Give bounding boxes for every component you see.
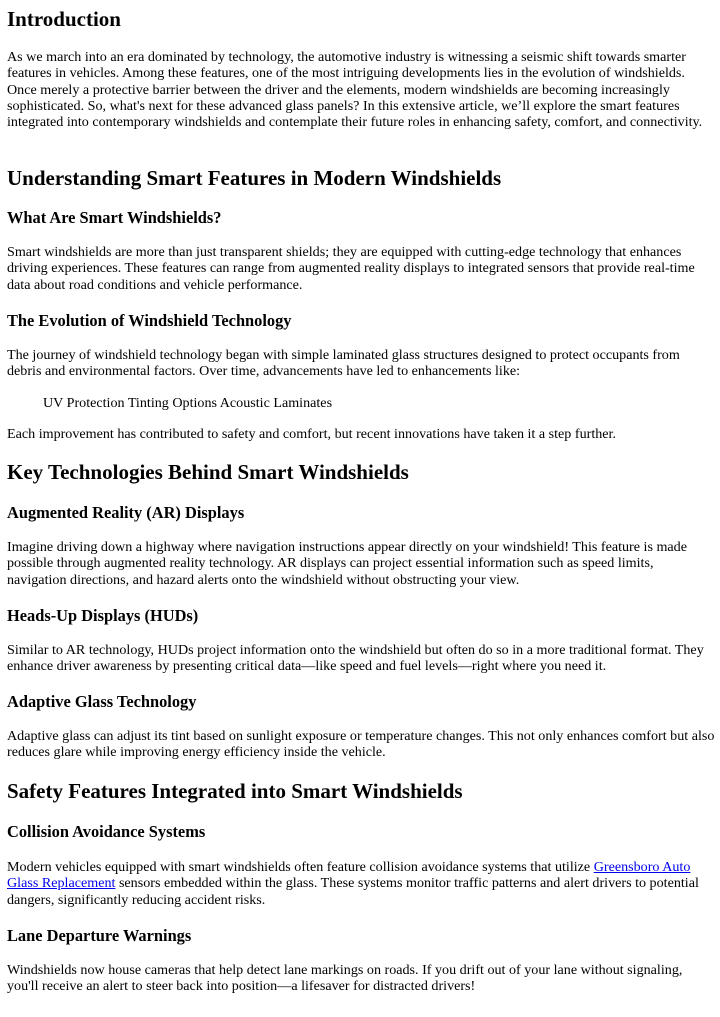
intro-paragraph: As we march into an era dominated by technology, the automotive industry is witnessing a seismic shift towards smarter features in vehicles. Among these features, one of the most intriguing developments lies in the evolution of windshields. Once merely a protective barrier between the driver and the elements, modern windshields are becoming increasingly sophisticated. So, what's next for these advanced glass panels? In this extensive article, we’ll explore the smart features integrated into contemporary windshields and contemplate their future roles in enhancing safety, comfort, and connectivity. — [7, 49, 703, 131]
ar-paragraph: Imagine driving down a highway where navigation instructions appear directly on your windshield! This feature is made possible through augmented reality technology. AR displays can project essential information such as speed limits, navigation directions, and hazard alerts onto the windshield without obstructing your view. — [7, 539, 687, 588]
enhancements-list: UV Protection Tinting Options Acoustic Laminates — [43, 395, 333, 411]
evolution-heading: The Evolution of Windshield Technology — [7, 311, 292, 330]
evolution-closing-paragraph: Each improvement has contributed to safety and comfort, but recent innovations have taken it a step further. — [7, 426, 616, 442]
greensboro-auto-glass-link[interactable]: Greensboro Auto Glass Replacement — [7, 859, 691, 892]
safety-heading: Safety Features Integrated into Smart Windshields — [7, 779, 463, 803]
hud-paragraph: Similar to AR technology, HUDs project information onto the windshield but often do so in a more traditional format. They enhance driver awareness by presenting critical data—like speed and fuel levels—right where you need it. — [7, 642, 704, 675]
what-are-paragraph: Smart windshields are more than just transparent shields; they are equipped with cutting-edge technology that enhances driving experiences. These features can range from augmented reality displays to integrated sensors that provide real-time data about road conditions and vehicle performance. — [7, 244, 695, 293]
adaptive-paragraph: Adaptive glass can adjust its tint based on sunlight exposure or temperature changes. This not only enhances comfort but also reduces glare while improving energy efficiency inside the vehicle. — [7, 728, 715, 761]
intro-heading: Introduction — [7, 7, 121, 31]
ar-heading: Augmented Reality (AR) Displays — [7, 503, 245, 522]
lane-heading: Lane Departure Warnings — [7, 926, 192, 945]
lane-paragraph: Windshields now house cameras that help detect lane markings on roads. If you drift out of your lane without signaling, you'll receive an alert to steer back into position—a lifesaver for distracted drivers! — [7, 962, 683, 995]
understanding-heading: Understanding Smart Features in Modern Windshields — [7, 166, 502, 190]
collision-text-before: Modern vehicles equipped with smart windshields often feature collision avoidance systems that utilize — [7, 859, 594, 875]
evolution-paragraph: The journey of windshield technology began with simple laminated glass structures designed to protect occupants from debris and environmental factors. Over time, advancements have led to enhancements like: — [7, 347, 680, 380]
collision-paragraph — [7, 859, 715, 908]
adaptive-heading: Adaptive Glass Technology — [7, 692, 197, 711]
hud-heading: Heads-Up Displays (HUDs) — [7, 606, 199, 625]
collision-text-after: sensors embedded within the glass. These systems monitor traffic patterns and alert drivers to potential dangers, significantly reducing accident risks. — [7, 875, 699, 908]
collision-heading: Collision Avoidance Systems — [7, 822, 206, 841]
key-tech-heading: Key Technologies Behind Smart Windshields — [7, 460, 409, 484]
what-are-heading: What Are Smart Windshields? — [7, 208, 222, 227]
